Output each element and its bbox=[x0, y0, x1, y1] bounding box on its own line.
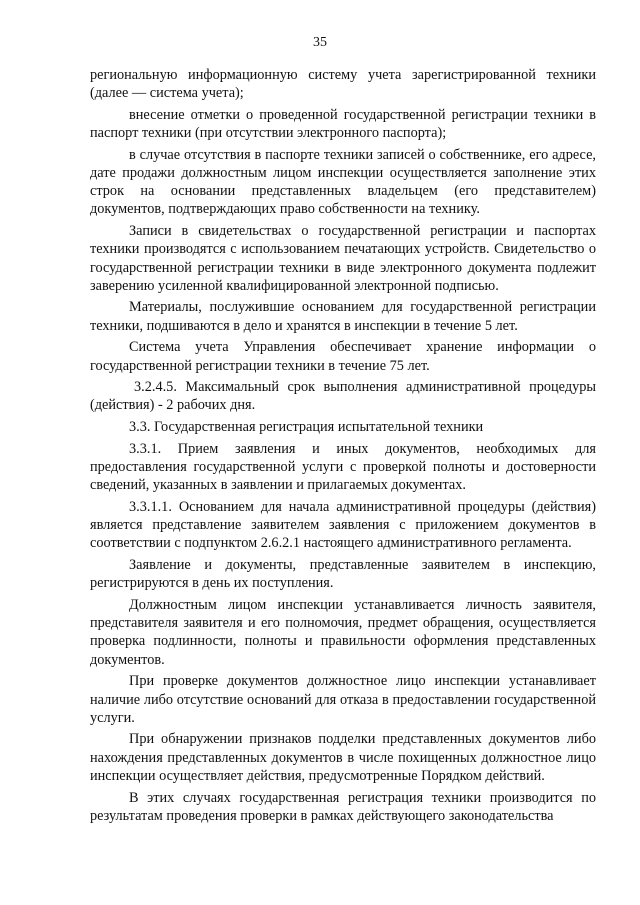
paragraph-3-2-4-5: 3.2.4.5. Максимальный срок выполнения административной процедуры (действия) - 2 рабочих дня. bbox=[90, 379, 596, 414]
paragraph-registration-day: Заявление и документы, представленные заявителем в инспекцию, регистрируются в день их поступления. bbox=[90, 557, 596, 592]
document-body bbox=[90, 66, 596, 828]
paragraph-registry-continuation: региональную информационную систему учета зарегистрированной техники (далее — система учета); bbox=[90, 67, 596, 102]
page-number: 35 bbox=[313, 35, 327, 50]
paragraph-identity-check: Должностным лицом инспекции устанавливается личность заявителя, представителя заявителя и его полномочия, предмет обращения, осуществляется проверка подлинности, полноты и правильности оформления представленных документов. bbox=[90, 596, 596, 668]
paragraph-verification-cases: В этих случаях государственная регистрация техники производится по результатам проведения проверки в рамках действующего законодательства bbox=[90, 789, 596, 824]
section-heading-3-3: 3.3. Государственная регистрация испытательной техники bbox=[129, 419, 484, 436]
paragraph-3-3-1-1: 3.3.1.1. Основанием для начала административной процедуры (действия) является представление заявителем заявления с приложением документов в соответствии с подпунктом 2.6.2.1 настоящего административного регламента. bbox=[90, 498, 596, 552]
paragraph-passport-mark: внесение отметки о проведенной государственной регистрации техники в паспорт техники (при отсутствии электронного паспорта); bbox=[90, 106, 596, 142]
paragraph-materials-storage: Материалы, послужившие основанием для государственной регистрации техники, подшиваются в дело и хранятся в инспекции в течение 5 лет. bbox=[90, 299, 596, 334]
paragraph-accounting-system: Система учета Управления обеспечивает хранение информации о государственной регистрации техники в течение 75 лет. bbox=[90, 339, 596, 374]
paragraph-owner-records: в случае отсутствия в паспорте техники записей о собственнике, его адресе, дате продажи должностным лицом инспекции осуществляется заполнение этих строк на основании представленных владельцем (его представителем) документов, подтверждающих право собственности на технику. bbox=[90, 146, 596, 218]
paragraph-refusal-grounds: При проверке документов должностное лицо инспекции устанавливает наличие либо отсутствие оснований для отказа в предоставлении государственной услуги. bbox=[90, 673, 596, 726]
paragraph-forgery-detection: При обнаружении признаков подделки представленных документов либо нахождения представленных документов в числе похищенных должностное лицо инспекции осуществляет действия, предусмотренные Порядком действий. bbox=[90, 731, 596, 784]
paragraph-printing-devices: Записи в свидетельствах о государственной регистрации и паспортах техники производятся с использованием печатающих устройств. Свидетельство о государственной регистрации техники в виде электронного документа подлежит заверению усиленной квалифицированной электронной подписью. bbox=[90, 223, 596, 294]
paragraph-3-3-1: 3.3.1. Прием заявления и иных документов, необходимых для предоставления государственной услуги с проверкой полноты и достоверности сведений, указанных в заявлении и прилагаемых документах. bbox=[90, 440, 596, 494]
